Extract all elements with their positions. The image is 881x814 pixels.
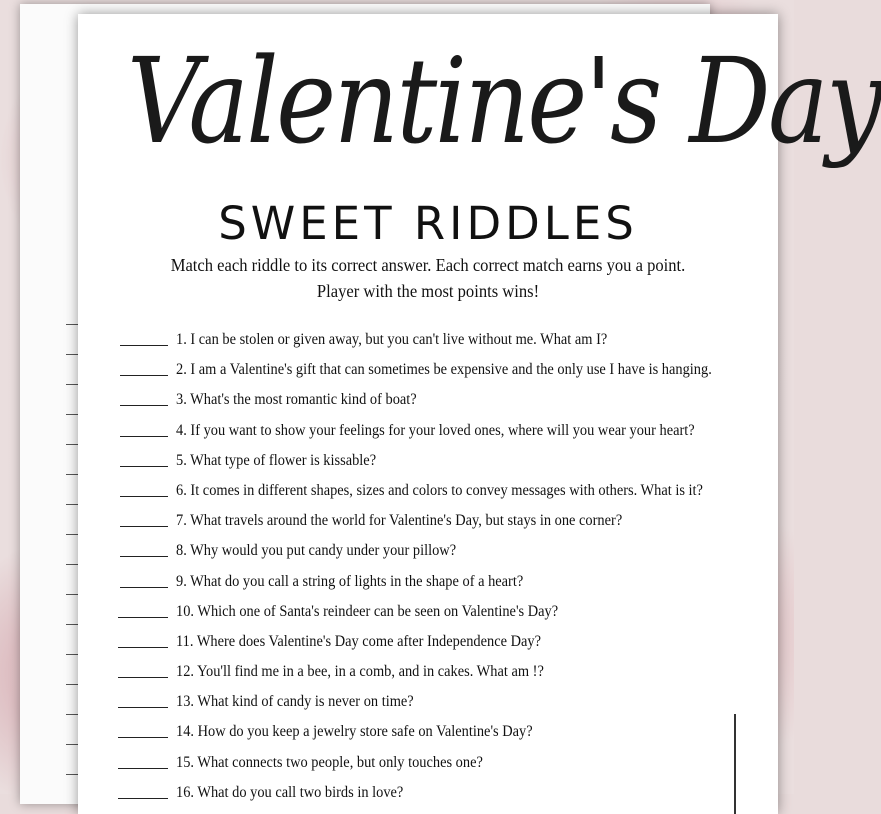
riddle-item [78, 507, 778, 537]
riddle-text: What type of flower is kissable? [190, 451, 377, 469]
riddle-text: I can be stolen or given away, but you can't live without me. What am I? [190, 331, 608, 348]
riddle-item [78, 568, 778, 598]
riddle-text: I am a Valentine's gift that can sometimes be expensive and the only use I have is hanging. [190, 361, 712, 379]
riddle-text: Why would you put candy under your pillow? [190, 542, 457, 560]
riddle-text: How do you keep a jewelry store safe on Valentine's Day? [197, 723, 533, 741]
answer-blank[interactable] [118, 707, 168, 708]
riddle-number: 10. [176, 602, 194, 620]
riddle-number: 12. [176, 663, 194, 681]
riddle-number: 14. [176, 723, 194, 741]
riddle-item [78, 658, 778, 688]
riddle-number: 13. [176, 693, 194, 711]
riddle-item [78, 477, 778, 507]
riddle-text: What kind of candy is never on time? [197, 693, 414, 711]
riddle-text: What travels around the world for Valentine's Day, but stays in one corner? [190, 512, 623, 530]
riddle-number: 2. [176, 361, 187, 379]
instructions-line-1: Match each riddle to its correct answer. Each correct match earns you a point. [170, 255, 686, 275]
riddle-item [78, 326, 778, 356]
riddle-text: It comes in different shapes, sizes and colors to convey messages with others. What is it? [190, 481, 703, 499]
riddle-text: What connects two people, but only touches one? [197, 753, 483, 771]
riddle-item [78, 417, 778, 447]
riddle-text: What do you call a string of lights in the shape of a heart? [190, 572, 524, 590]
riddle-text: If you want to show your feelings for your loved ones, where will you wear your heart? [190, 421, 695, 439]
riddle-number: 11. [176, 632, 194, 650]
instructions [78, 252, 778, 304]
answer-blank[interactable] [118, 798, 168, 799]
instructions-line-2: Player with the most points wins! [316, 281, 540, 301]
riddle-item [78, 356, 778, 386]
page-title: Valentine's Day [127, 32, 881, 170]
riddle-item [78, 386, 778, 416]
worksheet-page [78, 14, 881, 814]
riddle-number: 6. [176, 481, 187, 499]
riddle-text: What's the most romantic kind of boat? [190, 391, 417, 409]
riddle-number: 9. [176, 572, 187, 590]
riddle-number: 16. [176, 783, 194, 801]
riddle-text: Which one of Santa's reindeer can be seen on Valentine's Day? [197, 602, 559, 620]
riddle-text: You'll find me in a bee, in a comb, and in cakes. What am !? [197, 663, 544, 681]
riddle-number: 3. [176, 391, 187, 409]
riddle-number: 7. [176, 512, 187, 530]
page-subtitle: SWEET RIDDLES [218, 197, 638, 250]
answer-blank[interactable] [118, 647, 168, 648]
riddle-text: Where does Valentine's Day come after Independence Day? [196, 632, 541, 650]
riddle-item [78, 718, 778, 748]
riddle-number: 5. [176, 451, 187, 469]
answer-blank[interactable] [120, 345, 168, 346]
column-divider [734, 714, 736, 814]
answer-blank[interactable] [120, 405, 168, 406]
answer-blank[interactable] [120, 587, 168, 588]
answer-blank[interactable] [120, 496, 168, 497]
answer-blank[interactable] [120, 556, 168, 557]
answer-blank[interactable] [120, 526, 168, 527]
riddle-number: 8. [176, 542, 187, 560]
riddle-text: What do you call two birds in love? [197, 783, 404, 801]
answer-blank[interactable] [120, 436, 168, 437]
riddle-item [78, 688, 778, 718]
riddle-number: 1. [176, 331, 187, 348]
riddle-item [78, 447, 778, 477]
riddle-number: 4. [176, 421, 187, 439]
answer-blank[interactable] [118, 737, 168, 738]
riddle-item [78, 749, 778, 779]
riddle-item [78, 779, 778, 809]
riddle-number: 15. [176, 753, 194, 771]
riddle-item [78, 537, 778, 567]
answer-blank[interactable] [118, 617, 168, 618]
answer-blank[interactable] [118, 768, 168, 769]
answer-blank[interactable] [120, 375, 168, 376]
riddle-list [78, 326, 778, 809]
riddle-item [78, 628, 778, 658]
answer-blank[interactable] [118, 677, 168, 678]
answer-blank[interactable] [120, 466, 168, 467]
riddle-item [78, 598, 778, 628]
